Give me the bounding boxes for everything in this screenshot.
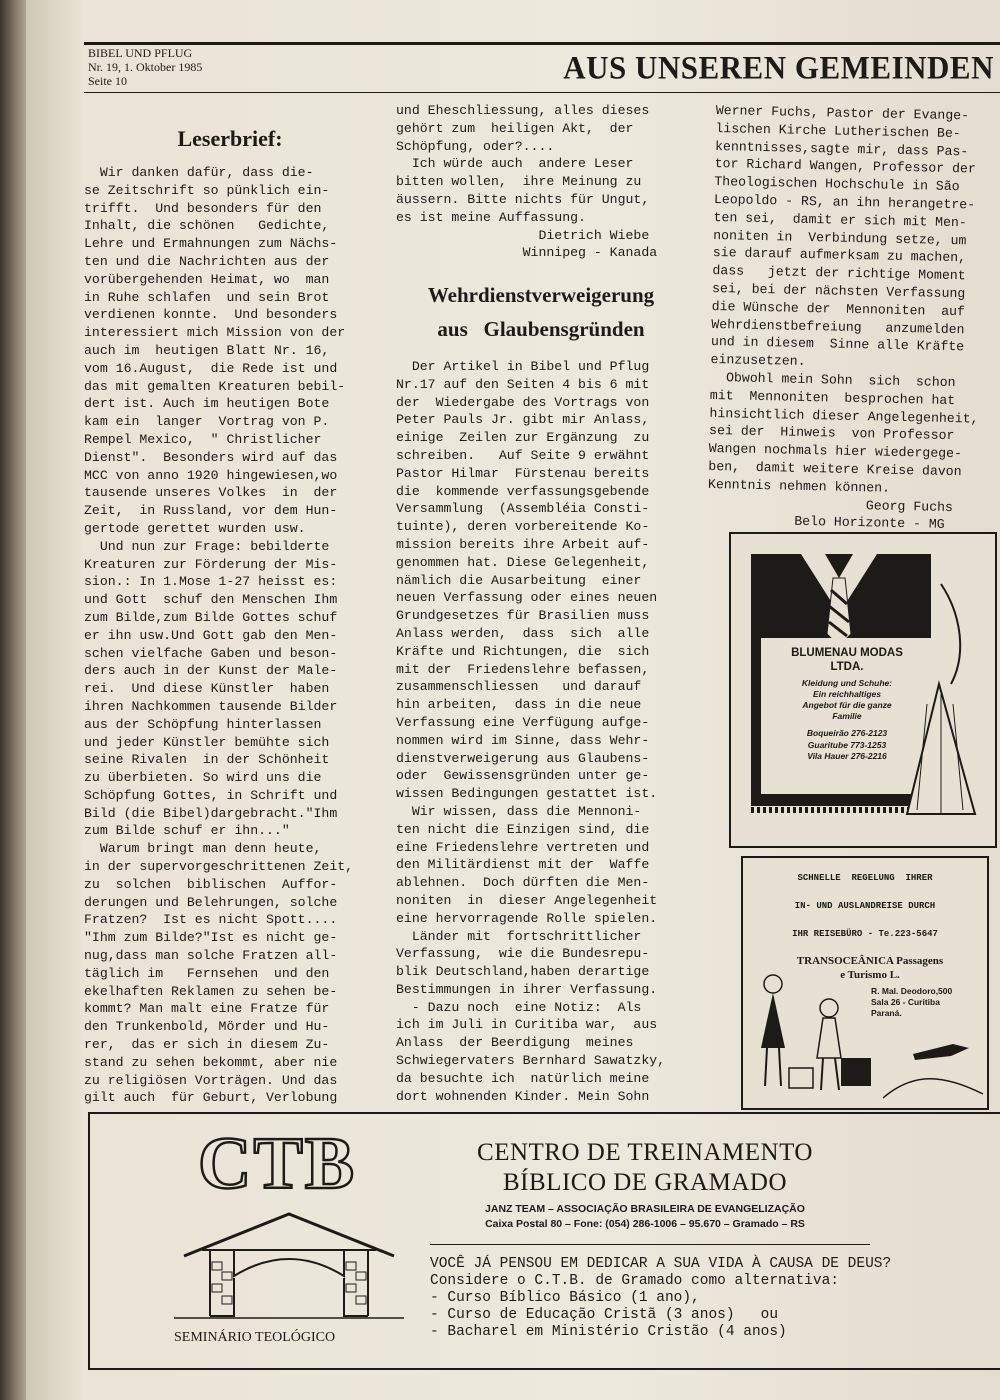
ad-blumenau-modas [729,532,997,848]
ctb-seminary-label: SEMINÁRIO TEOLÓGICO [174,1330,336,1345]
masthead-page: Seite 10 [88,74,127,88]
article-title [398,278,684,346]
ad-transoceanica [741,856,989,1110]
masthead-publication: BIBEL UND PFLUG [88,46,193,60]
letter-title: Leserbrief: [177,126,283,151]
ad-travel-name: TRANSOCEÂNICA Passagens e Turismo L. [796,955,944,981]
ctb-advertisement [88,1112,1000,1370]
ctb-divider [430,1244,870,1245]
masthead [88,46,202,88]
article-title-text: Wehrdienstverweigerung aus Glaubensgründen [427,283,655,341]
letter-continuation: und Eheschliessung, alles dieses gehört zum heiligen Akt, der Schöpfung, oder?.... Ich würde auch andere Leser bitten wollen, ihre Meinung zu äussern. Bitte nichts für Ungut, es ist meine Auffassung. Dietrich Wiebe Winnipeg - Kanada [396,103,658,261]
header-rule-bottom [84,92,1000,93]
ad-blumenau-tagline: Kleidung und Schuhe: Ein reichhaltiges Angebot für die ganze Familie [801,678,893,721]
ctb-offer-text: VOCÊ JÁ PENSOU EM DEDICAR A SUA VIDA À CAUSA DE DEUS? Considere o C.T.B. de Gramado como alternativa: - Curso Bíblico Básico (1 ano), - Curso de Educação Cristã (3 anos) ou - Bacharel em Ministério Cristão (4 anos) [430,1256,892,1340]
article-continuation: Werner Fuchs, Pastor der Evange- lischen Kirche Lutherischen Be- kenntnisses,sagte mir, dass Pas- tor Richard Wangen, Professor der Theologischen Hochschule in São Leopoldo - RS, an ihn herangetre- ten sei, damit er sich mit Men- noniten in Verbindung setze, um sie darauf aufmerksam zu machen, dass jetzt der richtige Moment sei, bei der nächsten Verfassung die Wünsche der Mennoniten auf Wehrdienstbefreiung anzumelden und in diesem Sinne alle Kräfte einzusetzen. Obwohl mein Sohn sich schon mit Mennoniten besprochen hat hinsichtlich dieser Angelegenheit, sei der Hinweis von Professor Wangen nochmals hier wiedergege- ben, damit weitere Kreise davon Kenntnis nehmen können. Georg Fuchs Belo Horizonte - MG [707,102,979,533]
masthead-issue: Nr. 19, 1. Oktober 1985 [88,60,203,74]
stone-arch-illustration [174,1206,404,1326]
ad-travel-line1: SCHNELLE REGELUNG IHRER [797,873,933,883]
ad-travel-address: R. Mal. Deodoro,500 Sala 26 - Curitiba Paraná. [871,986,953,1018]
ad-blumenau-name: BLUMENAU MODAS LTDA. [791,647,903,673]
ad-blumenau-phones: Boqueirão 276-2123 Guaritube 773-1253 Vila Hauer 276-2216 [806,728,888,761]
ctb-title: CENTRO DE TREINAMENTO BÍBLICO DE GRAMADO [477,1139,813,1196]
header-rule-top [84,42,1000,45]
section-title: AUS UNSEREN GEMEINDEN [563,49,994,86]
travelers-illustration [743,858,987,1108]
ad-travel-line2: IN- UND AUSLANDREISE DURCH [794,901,936,911]
article-body: Der Artikel in Bibel und Pflug Nr.17 auf den Seiten 4 bis 6 mit der Wiedergabe des Vortrags von Peter Pauls Jr. gibt mir Anlass, einige Zeilen zur Ergänzung zu schreiben. Auf Seite 9 erwähnt Pastor Hilmar Fürstenau bereits die kommende verfassungsgebende Versammlung (Assembléia Consti- tuinte), deren vorbereitende Ko- mission bereits ihre Arbeit auf- genommen hat. Diese Gelegenheit, nämlich die Ausarbeitung einer neuen Verfassung oder eines neuen Grundgesetzes für Brasilien muss Anlass werden, dass sich alle Kräfte und Richtungen, die sich mit der Friedenslehre befassen, zusammenschliessen und darauf hin arbeiten, dass in die neue Verfassung eine Verfügung aufge- nommen wird im Sinne, dass Wehr- dienstverweigerung aus Glaubens- oder Gewissensgründen unter ge- wissen Bedingungen gestattet ist. Wir wissen, dass die Mennoni- ten nicht die Einzigen sind, die eine Friedenslehre vertreten und den Militärdienst mit der Waffe ablehnen. Doch dürften die Men- noniten in dieser Angelegenheit eine hervorragende Rolle spielen. Länder mit fortschrittlicher Verfassung, wie die Bundesrepu- blik Deutschland,haben derartige Bestimmungen in ihrer Verfassung. - Dazu noch eine Notiz: Als ich im Juli in Curitiba war, aus Anlass der Beerdigung meines Schwiegervaters Bernhard Sawatzky, da besuchte ich natürlich meine dort wohnenden Kinder. Mein Sohn [396,359,666,1104]
newspaper-page [26,0,1000,1400]
letter-body: Wir danken dafür, dass die- se Zeitschrift so pünklich ein- trifft. Und besonders für den Inhalt, die schönen Gedichte, Lehre und Ermahnungen zum Nächs- ten und die Nachrichten aus der vorübergehenden Heimat, wo man in Ruhe schlafen und sein Brot verdienen konnte. Und besonders interessiert mich Mission von der auch im heutigen Blatt Nr. 16, vom 16.August, die Rede ist und das mit gemalten Kreaturen bebil- dert ist. Auch im heutigen Bote kam ein langer Vortrag von P. Rempel Mexico, " Christlicher Dienst". Besonders wird auf das MCC von anno 1920 hingewiesen,wo tausende unseres Volkes in der Zeit, in Russland, vor dem Hun- gertode gerettet wurden usw. Und nun zur Frage: bebilderte Kreaturen zur Förderung der Mis- sion.: In 1.Mose 1-27 heisst es: und Gott schuf den Menschen Ihm zum Bilde,zum Bilde Gottes schuf er ihn usw.Und Gott gab den Men- schen vielfache Gaben und beson- ders auch in der Kunst der Male- rei. Und diese Künstler haben ihren Nachkommen tausende Bilder aus der Schöpfung hinterlassen und jeder Künstler bemühte sich seine Rivalen in der Schönheit zu überbieten. So wird uns die Schöpfung Gottes, in Schrift und Bild (die Bibel)dargebracht."Ihm zum Bilde schuf er ihn..." Warum bringt man denn heute, in der supervorgeschrittenen Zeit, zu solchen biblischen Auffor- derungen und Belehrungen, solche Fratzen? Ist es nicht Spott.... "Ihm zum Bilde?"Ist es nicht ge- nug,dass man solche Fratzen all- täglich im Fernsehen und den ekelhaften Reklamen zu sehen be- kommt? Man malt eine Fratze für den Trunkenbold, Mörder und Hu- rer, das er sich in diesem Zu- stand zu sehen bekommt, aber nie zu religiösen Vorträgen. Und das gilt auch für Geburt, Verlobung [84,165,354,1106]
page-binding [0,0,28,1400]
ctb-logo: CTB [198,1123,357,1205]
ad-travel-line3: IHR REISEBÜRO - Te.223-5647 [792,929,938,939]
ctb-organization: JANZ TEAM – ASSOCIAÇÃO BRASILEIRA DE EVANGELIZAÇÃO Caixa Postal 80 – Fone: (054) 286-1006 – 95.670 – Gramado – RS [485,1203,805,1230]
